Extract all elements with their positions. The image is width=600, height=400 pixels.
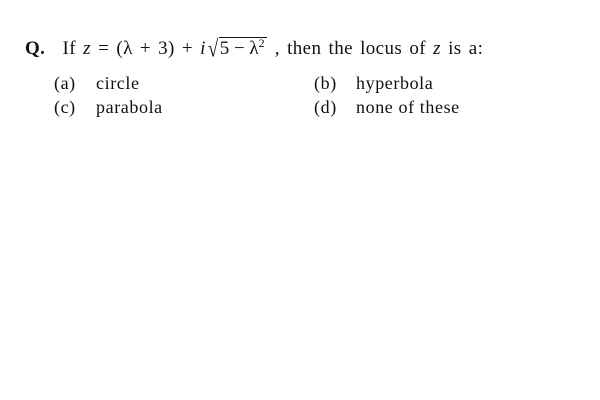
radicand [219,37,267,59]
real-part-term: (λ + 3) + [116,38,194,59]
question-middle: , then the locus of [274,38,426,59]
question-suffix: is a: [448,38,484,59]
imaginary-term [200,36,267,63]
option-c [54,96,163,118]
radicand-base: 5 − λ [219,38,259,59]
option-c-tag: (c) [54,97,76,117]
radical-sign-icon: √ [207,36,219,63]
option-a-text: circle [96,73,140,93]
variable-z: z [83,38,91,59]
option-a [54,72,140,94]
question-prefix: If [62,38,76,59]
variable-z-2: z [433,38,441,59]
question-line [25,36,483,62]
imaginary-unit: i [200,38,206,59]
square-root [208,36,267,62]
option-b-text: hyperbola [356,73,434,93]
option-d [314,96,460,118]
option-d-tag: (d) [314,97,337,117]
radicand-exponent: 2 [258,36,265,50]
option-a-tag: (a) [54,73,76,93]
option-d-text: none of these [356,97,460,117]
equals-sign: = [98,38,110,59]
option-c-text: parabola [96,97,163,117]
question-label: Q. [25,38,46,59]
option-b [314,72,433,94]
option-b-tag: (b) [314,73,337,93]
